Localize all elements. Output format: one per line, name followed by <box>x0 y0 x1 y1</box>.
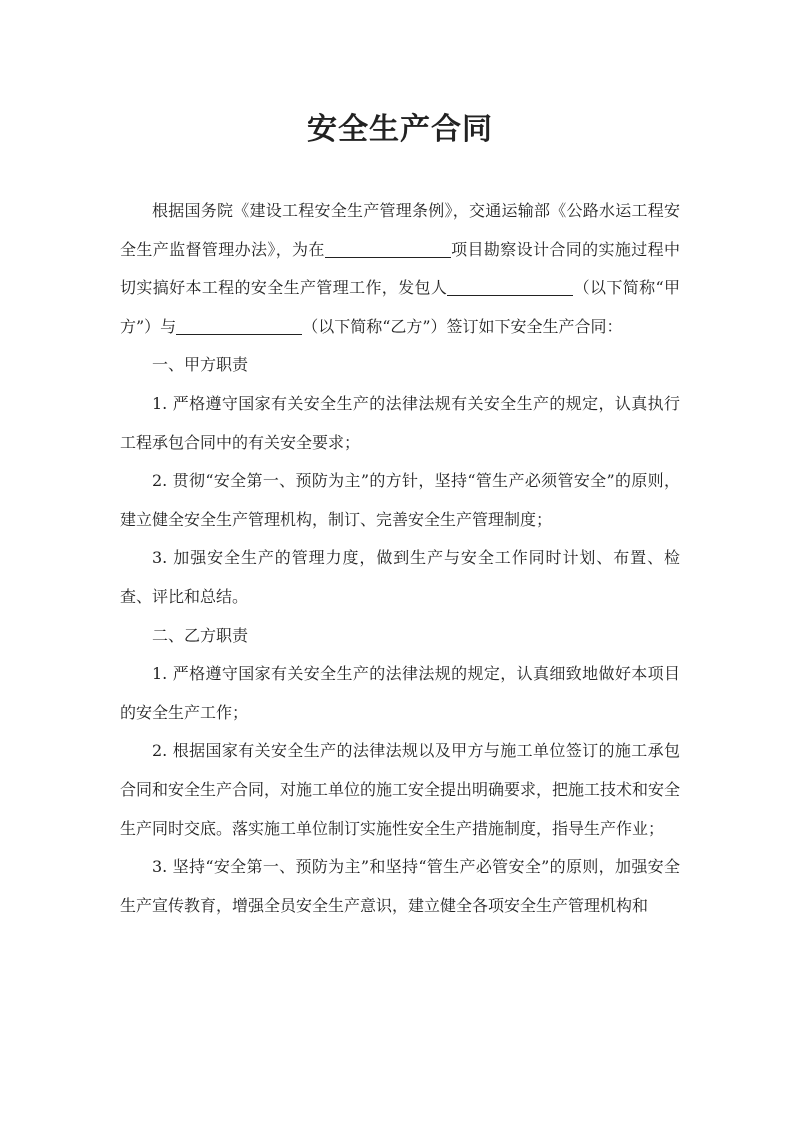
section2-item-3: 3. 坚持“安全第一、预防为主”和坚持“管生产必管安全”的原则，加强安全生产宣传教育，增强全员安全生产意识，建立健全各项安全生产管理机构和 <box>120 857 680 915</box>
section1-heading: 一、甲方职责 <box>152 355 249 375</box>
intro-paragraph <box>120 192 680 346</box>
party-a-blank <box>447 277 573 296</box>
intro-text-4: （以下简称“乙方”）签订如下安全生产合同： <box>302 316 623 336</box>
section1-item-3: 3. 加强安全生产的管理力度，做到生产与安全工作同时计划、布置、检查、评比和总结。 <box>120 548 680 606</box>
document-body <box>120 192 680 925</box>
section2-heading: 二、乙方职责 <box>152 625 249 645</box>
section1-item-1: 1. 严格遵守国家有关安全生产的法律法规有关安全生产的规定，认真执行工程承包合同中的有关安全要求； <box>120 393 680 452</box>
section2-item-1: 1. 严格遵守国家有关安全生产的法律法规的规定，认真细致地做好本项目的安全生产工作； <box>120 664 680 722</box>
document-title: 安全生产合同 <box>307 112 493 147</box>
intro-text-2: 项目勘察设计合同的实施过程中切实搞好本工程的安全生产管理工作，发包人 <box>120 239 680 298</box>
party-b-blank <box>176 316 302 335</box>
intro-text-3: （以下简称“甲方”）与 <box>120 278 680 336</box>
project-name-blank <box>325 239 451 258</box>
intro-text-1: 根据国务院《建设工程安全生产管理条例》，交通运输部《公路水运工程安全生产监督管理办法》，为在 <box>120 201 680 259</box>
section2-item-2: 2. 根据国家有关安全生产的法律法规以及甲方与施工单位签订的施工承包合同和安全生产合同，对施工单位的施工安全提出明确要求，把施工技术和安全生产同时交底。落实施工单位制订实施性安全生产措施制度，指导生产作业； <box>120 741 681 838</box>
section1-item-2: 2. 贯彻“安全第一、预防为主”的方针，坚持“管生产必须管安全”的原则，建立健全安全生产管理机构，制订、完善安全生产管理制度； <box>120 471 680 529</box>
